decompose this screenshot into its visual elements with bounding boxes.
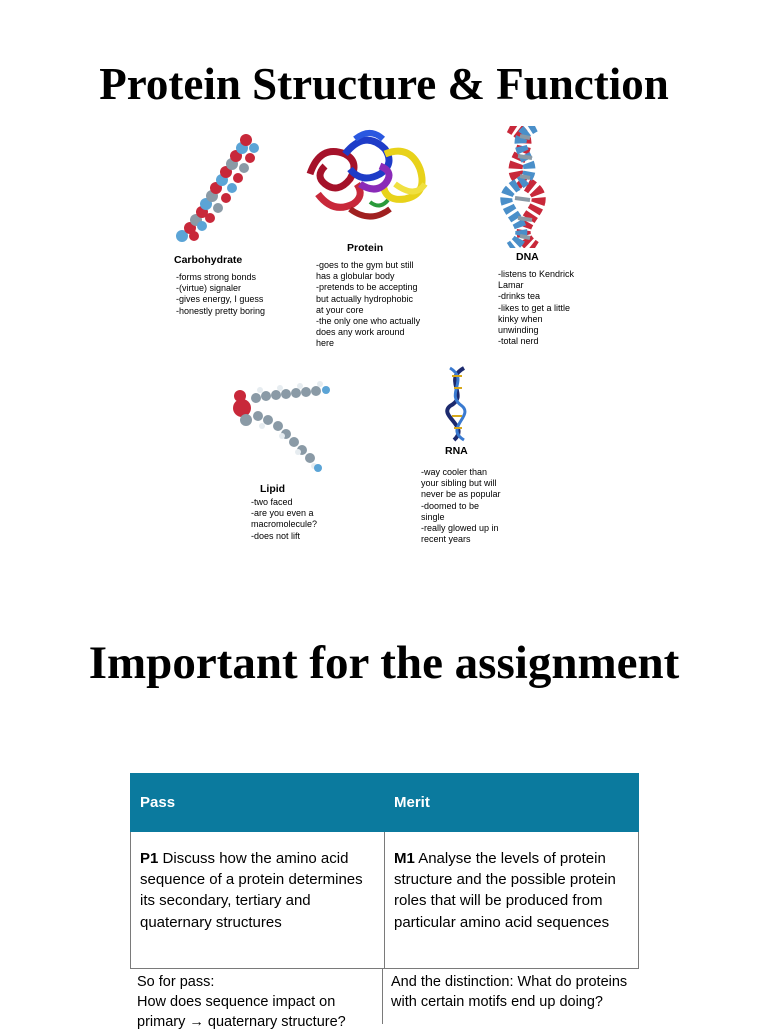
table-header-row <box>131 774 639 832</box>
protein-molecule-image <box>300 124 440 236</box>
pass-criterion: P1 Discuss how the amino acid sequence of a protein determines its secondary, tertiary and quaternary structures <box>131 832 385 969</box>
protein-traits: -goes to the gym but still has a globular body -pretends to be accepting but actually hydrophobic at your core -the only one who actually does any work around here <box>316 260 421 349</box>
dna-traits: -listens to Kendrick Lamar -drinks tea -likes to get a little kinky when unwinding -total nerd <box>498 269 575 347</box>
carbohydrate-molecule-image <box>172 128 262 248</box>
page-title: Protein Structure & Function <box>99 59 669 109</box>
dna-label: DNA <box>516 251 539 263</box>
table-row <box>131 832 639 969</box>
criteria-table <box>130 773 639 969</box>
notes-divider <box>382 968 383 1024</box>
lipid-traits: -two faced -are you even a macromolecule? -does not lift <box>251 497 318 541</box>
merit-header: Merit <box>385 774 639 832</box>
lipid-label: Lipid <box>260 483 286 495</box>
pass-notes: So for pass: How does sequence impact on primary → quaternary structure? <box>137 974 346 1030</box>
carbohydrate-label: Carbohydrate <box>174 254 243 266</box>
distinction-notes: And the distinction: What do proteins with certain motifs end up doing? <box>391 974 628 1010</box>
dna-molecule-image <box>490 126 560 248</box>
carbohydrate-traits: -forms strong bonds -(virtue) signaler -gives energy, I guess -honestly pretty boring <box>176 272 266 316</box>
rna-molecule-image <box>440 366 474 442</box>
pass-header: Pass <box>131 774 385 832</box>
rna-label: RNA <box>445 445 468 457</box>
protein-label: Protein <box>347 242 384 254</box>
rna-traits: -way cooler than your sibling but will never be as popular -doomed to be single -really glowed up in recent years <box>421 467 501 545</box>
section-heading: Important for the assignment <box>88 637 680 689</box>
lipid-molecule-image <box>230 380 332 478</box>
merit-criterion: M1 Analyse the levels of protein structure and the possible protein roles that will be produced from particular amino acid sequences <box>385 832 639 969</box>
